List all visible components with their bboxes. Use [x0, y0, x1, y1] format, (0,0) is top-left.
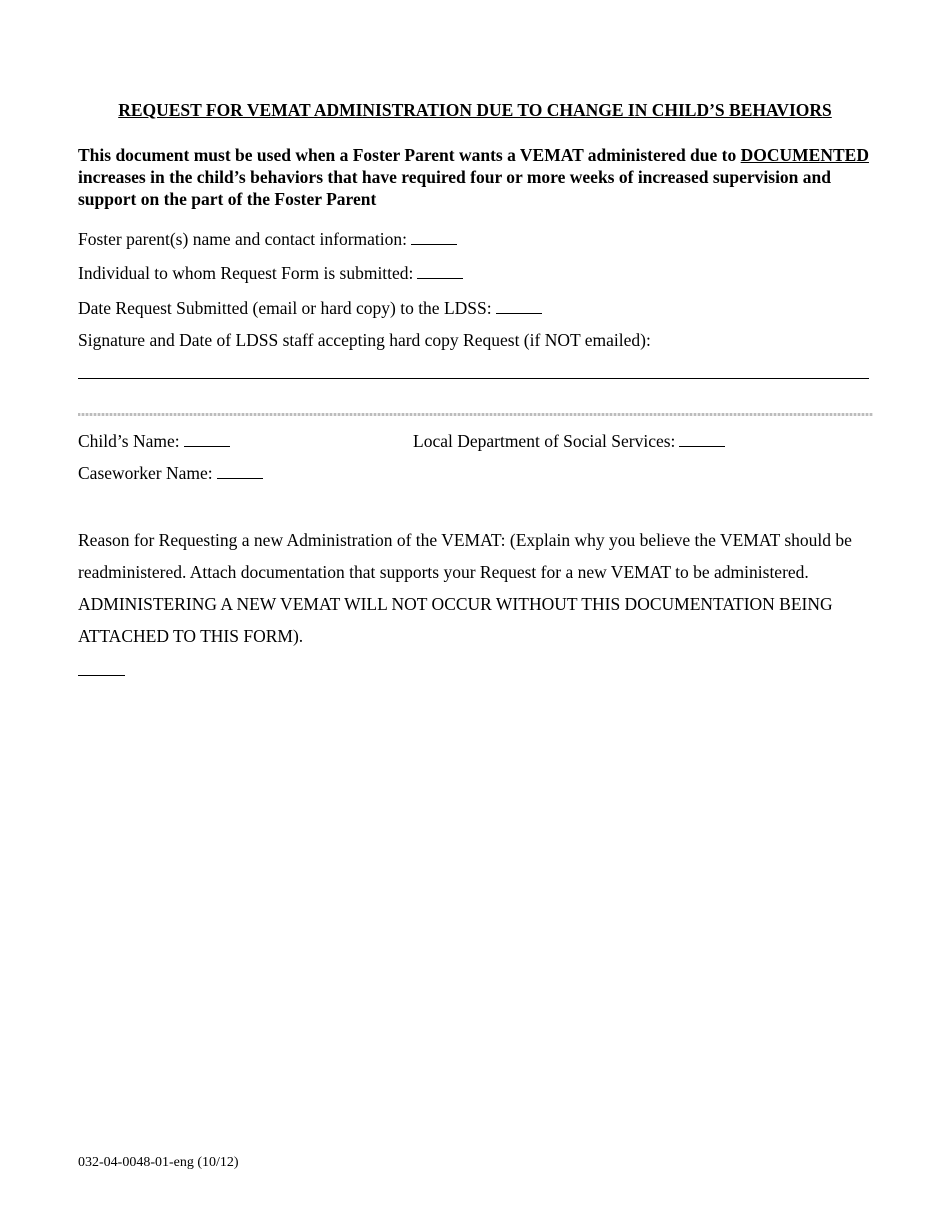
intro-paragraph	[78, 144, 878, 210]
signature-row	[78, 330, 651, 351]
foster-parent-label: Foster parent(s) name and contact information:	[78, 229, 407, 249]
foster-parent-field[interactable]	[411, 243, 457, 245]
local-department-label: Local Department of Social Services:	[413, 431, 676, 451]
individual-row	[78, 263, 463, 284]
child-name-label: Child’s Name:	[78, 431, 180, 451]
date-submitted-row	[78, 298, 542, 319]
reason-paragraph: Reason for Requesting a new Administration of the VEMAT: (Explain why you believe the VEMAT should be readministered. Attach documentation that supports your Request for a new VEMAT to be administered. ADMINISTERING A NEW VEMAT WILL NOT OCCUR WITHOUT THIS DOCUMENTATION BEING ATTACHED TO THIS FORM).	[78, 530, 852, 646]
caseworker-field[interactable]	[217, 477, 263, 479]
foster-parent-row	[78, 229, 457, 250]
form-title: REQUEST FOR VEMAT ADMINISTRATION DUE TO CHANGE IN CHILD’S BEHAVIORS	[118, 100, 832, 120]
date-submitted-label: Date Request Submitted (email or hard copy) to the LDSS:	[78, 298, 492, 318]
section-divider	[78, 413, 873, 416]
local-department-field[interactable]	[679, 445, 725, 447]
intro-text-1: This document must be used when a Foster Parent wants a VEMAT administered due to	[78, 145, 741, 165]
intro-underlined-word: DOCUMENTED	[740, 145, 869, 165]
reason-answer-field[interactable]	[78, 675, 125, 676]
individual-label: Individual to whom Request Form is submitted:	[78, 263, 414, 283]
form-number: 032-04-0048-01-eng (10/12)	[78, 1155, 239, 1170]
local-department-row	[413, 431, 725, 452]
signature-label: Signature and Date of LDSS staff accepting hard copy Request (if NOT emailed):	[78, 330, 651, 350]
date-submitted-field[interactable]	[496, 312, 542, 314]
child-name-row	[78, 431, 230, 452]
caseworker-row	[78, 463, 263, 484]
caseworker-label: Caseworker Name:	[78, 463, 213, 483]
signature-field[interactable]	[78, 378, 869, 379]
intro-text-2: increases in the child’s behaviors that have required four or more weeks of increased supervision and support on the part of the Foster Parent	[78, 167, 832, 209]
individual-field[interactable]	[417, 277, 463, 279]
child-name-field[interactable]	[184, 445, 230, 447]
